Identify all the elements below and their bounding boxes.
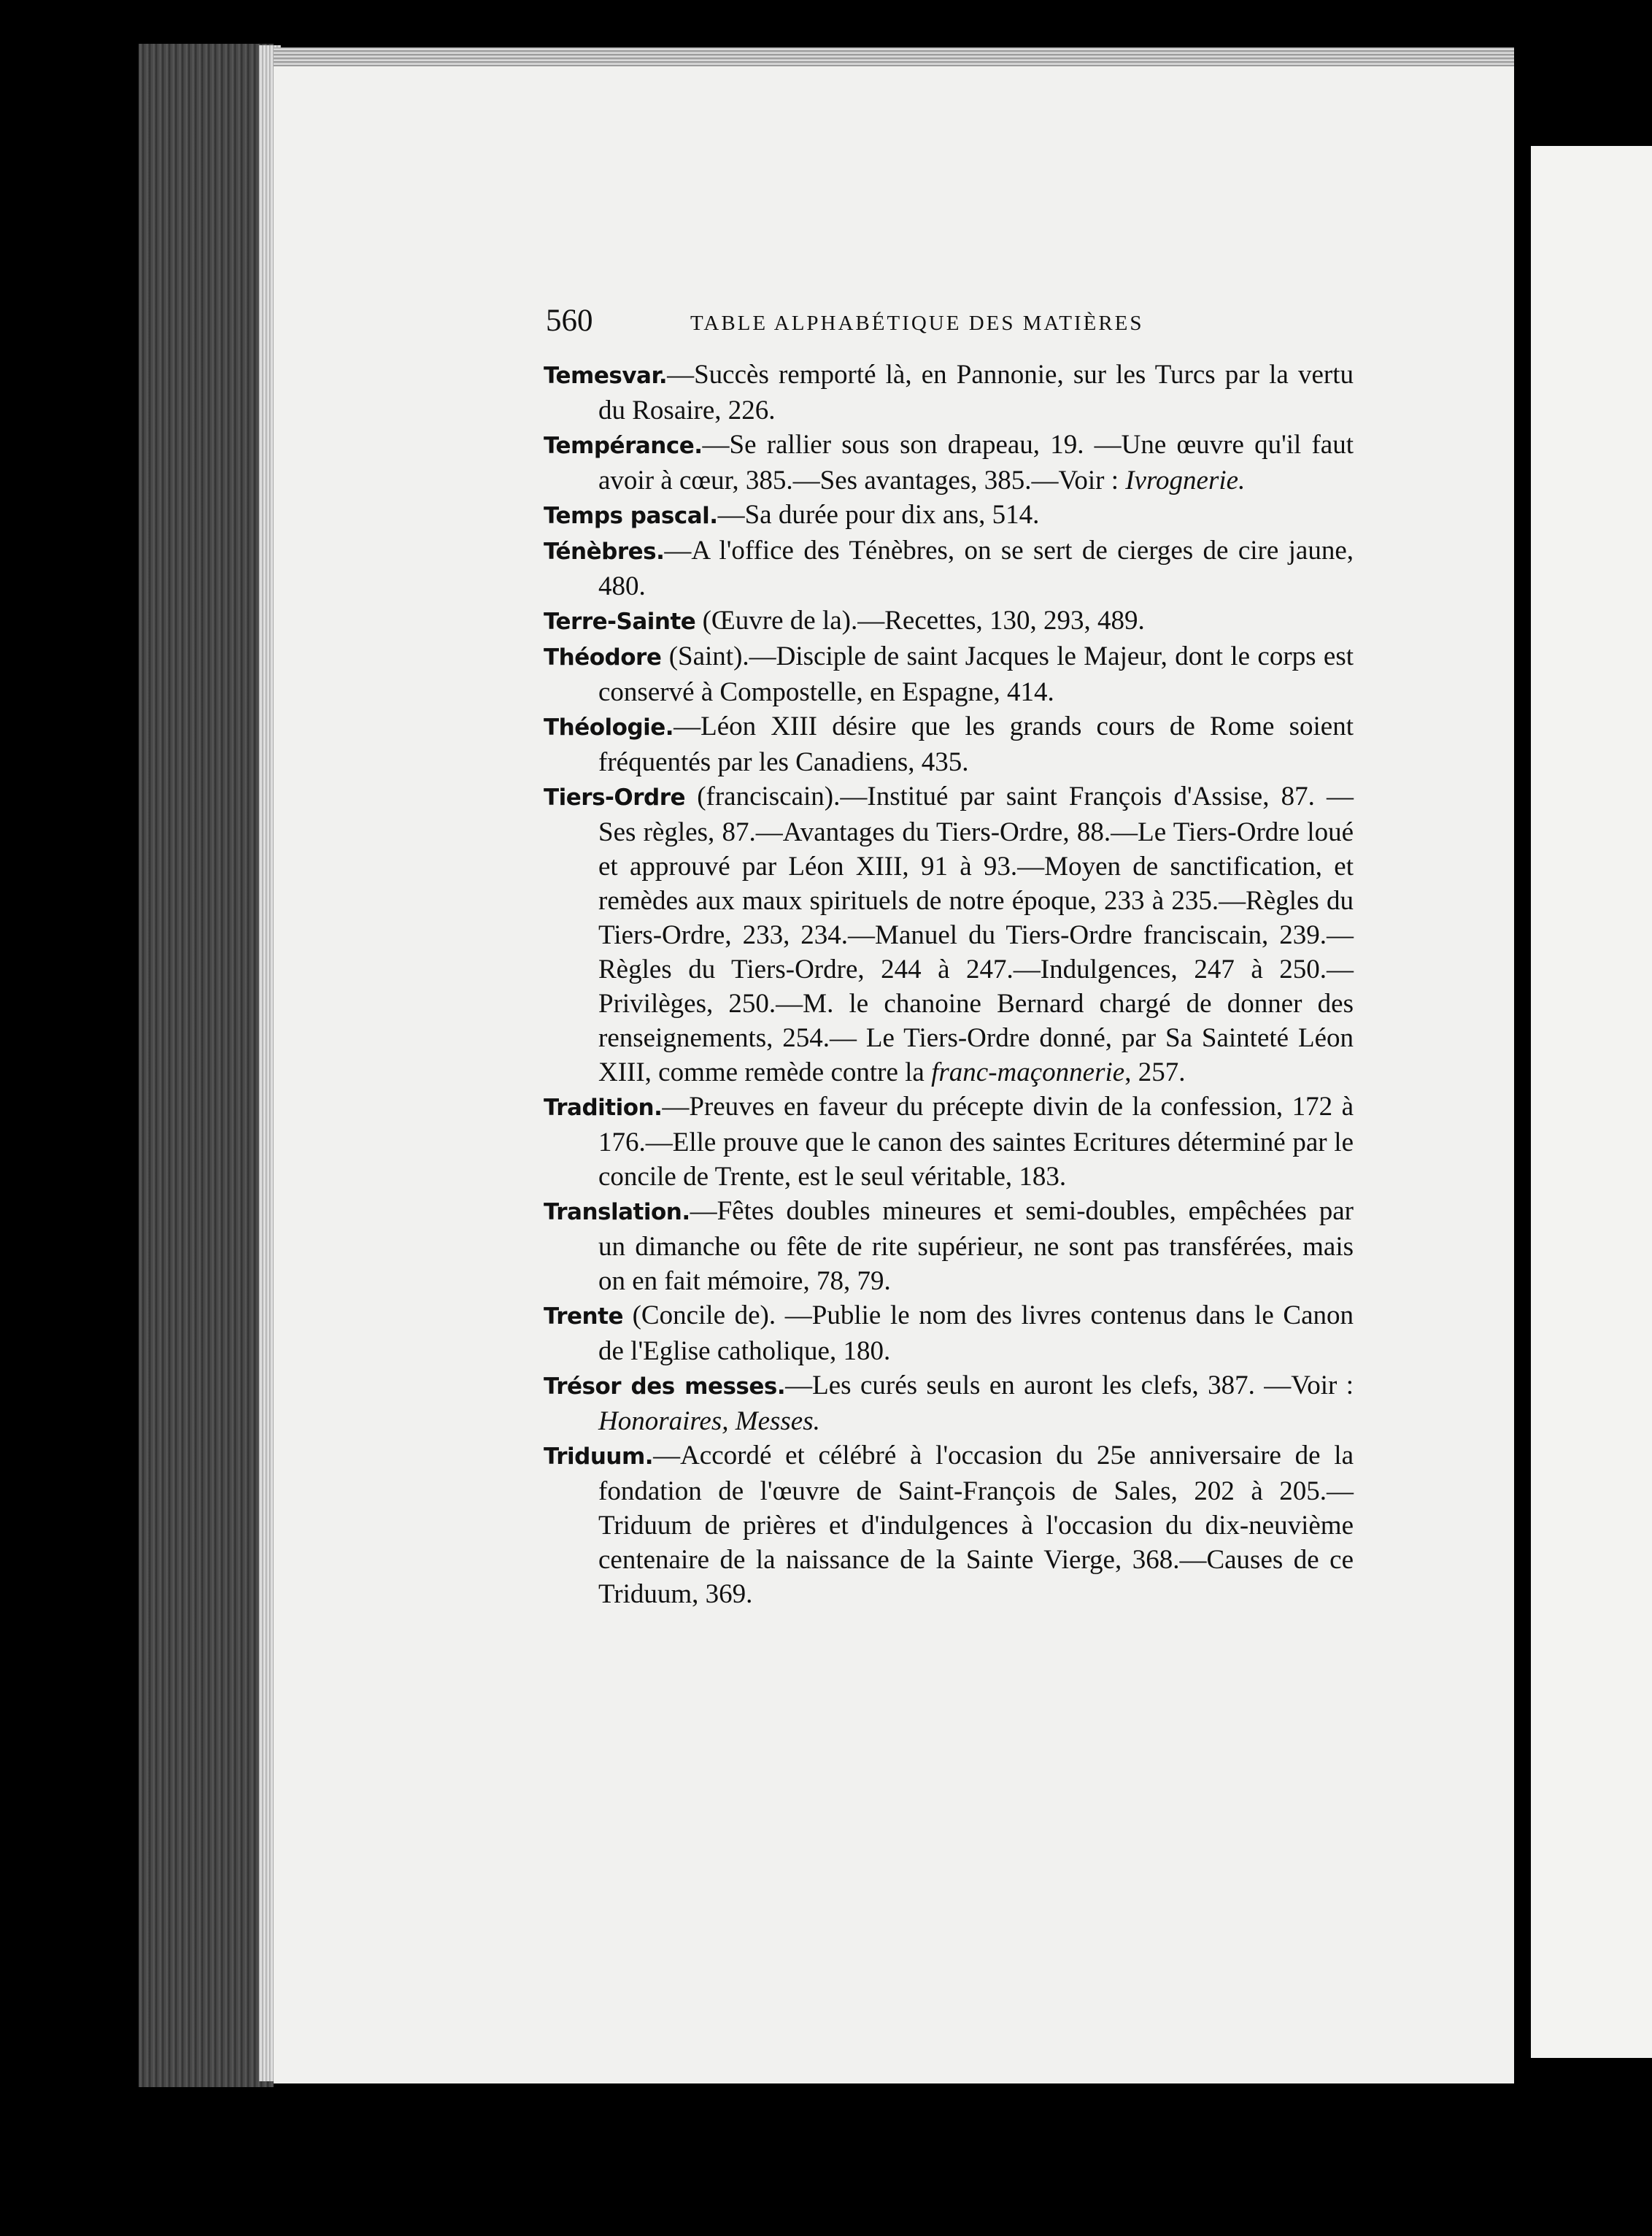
index-entry	[544, 358, 1354, 428]
page-top-edge	[274, 47, 1514, 66]
facing-page	[1531, 146, 1652, 2058]
entry-cross-reference: Honoraires, Messes.	[598, 1406, 820, 1436]
entry-cross-reference: Ivrognerie.	[1125, 466, 1246, 496]
entry-headword: Trésor des messes.	[544, 1373, 786, 1400]
index-entry	[544, 1194, 1354, 1298]
entry-text: —Les curés seuls en auront les clefs, 387. —Voir :	[785, 1370, 1354, 1400]
entry-text: —Preuves en faveur du précepte divin de la confession, 172 à 176.—Elle prouve que le canon des saintes Ecritures déterminé par le concile de Trente, est le seul véritable, 183.	[598, 1092, 1354, 1192]
entry-headword: Temps pascal.	[544, 503, 718, 529]
entry-text: —Se rallier sous son drapeau, 19. —Une œuvre qu'il faut avoir à cœur, 385.—Ses avantages, 385.—Voir :	[598, 430, 1354, 496]
entry-text: (Saint).—Disciple de saint Jacques le Majeur, dont le corps est conservé à Compostelle, en Espagne, 414.	[598, 641, 1354, 707]
entry-headword: Translation.	[544, 1199, 690, 1225]
entry-headword: Tiers-Ordre	[544, 784, 686, 811]
index-entry	[544, 709, 1354, 779]
entry-text: (Œuvre de la).—Recettes, 130, 293, 489.	[695, 606, 1145, 636]
index-entries	[544, 358, 1354, 1611]
entry-headword: Tradition.	[544, 1095, 663, 1121]
entry-headword: Ténèbres.	[544, 539, 665, 565]
page-number: 560	[546, 304, 593, 338]
entry-headword: Trente	[544, 1303, 623, 1330]
index-entry	[544, 1368, 1354, 1438]
index-entry	[544, 1438, 1354, 1611]
page-header	[546, 303, 1421, 347]
entry-headword: Théodore	[544, 644, 662, 671]
index-entry	[544, 1090, 1354, 1194]
entry-text-end: , 257.	[1124, 1057, 1186, 1087]
index-entry	[544, 779, 1354, 1090]
entry-text: —Léon XIII désire que les grands cours de Rome soient fréquentés par les Canadiens, 435.	[598, 712, 1354, 777]
entry-headword: Tempérance.	[544, 433, 703, 459]
entry-headword: Triduum.	[544, 1443, 654, 1470]
entry-text: —Succès remporté là, en Pannonie, sur les Turcs par la vertu du Rosaire, 226.	[598, 360, 1354, 425]
entry-text: (franciscain).—Institué par saint François d'Assise, 87. —Ses règles, 87.—Avantages du Tiers-Ordre, 88.—Le Tiers-Ordre loué et approuvé par Léon XIII, 91 à 93.—Moyen de sanctification, et remèdes aux maux spirituels de notre époque, 233 à 235.—Règles du Tiers-Ordre, 233, 234.—Manuel du Tiers-Ordre franciscain, 239.—Règles du Tiers-Ordre, 244 à 247.—Indulgences, 247 à 250.—Privilèges, 250.—M. le chanoine Bernard chargé de donner des renseignements, 254.— Le Tiers-Ordre donné, par Sa Sainteté Léon XIII, comme remède contre la	[598, 782, 1354, 1087]
entry-text: —Sa durée pour dix ans, 514.	[717, 500, 1040, 530]
index-entry	[544, 498, 1354, 533]
entry-headword: Terre-Sainte	[544, 609, 696, 635]
index-entry	[544, 428, 1354, 498]
entry-headword: Théologie.	[544, 714, 674, 741]
entry-text: (Concile de). —Publie le nom des livres contenus dans le Canon de l'Eglise catholique, 180.	[598, 1300, 1354, 1366]
index-entry	[544, 533, 1354, 604]
running-title: TABLE ALPHABÉTIQUE DES MATIÈRES	[690, 312, 1144, 335]
index-entry	[544, 639, 1354, 709]
index-entry	[544, 1298, 1354, 1368]
entry-text: —Fêtes doubles mineures et semi-doubles, empêchées par un dimanche ou fête de rite supérieur, ne sont pas transférées, mais on en fait mémoire, 78, 79.	[598, 1196, 1354, 1296]
entry-text: —A l'office des Ténèbres, on se sert de cierges de cire jaune, 480.	[598, 536, 1354, 601]
book-spine	[139, 44, 274, 2087]
entry-italic-term: franc-maçonnerie	[931, 1057, 1125, 1087]
index-entry	[544, 604, 1354, 639]
entry-text: —Accordé et célébré à l'occasion du 25e anniversaire de la fondation de l'œuvre de Saint-François de Sales, 202 à 205.—Triduum de prières et d'indulgences à l'occasion du dix-neuvième centenaire de la naissance de la Sainte Vierge, 368.—Causes de ce Triduum, 369.	[598, 1441, 1354, 1609]
entry-headword: Temesvar.	[544, 363, 668, 389]
